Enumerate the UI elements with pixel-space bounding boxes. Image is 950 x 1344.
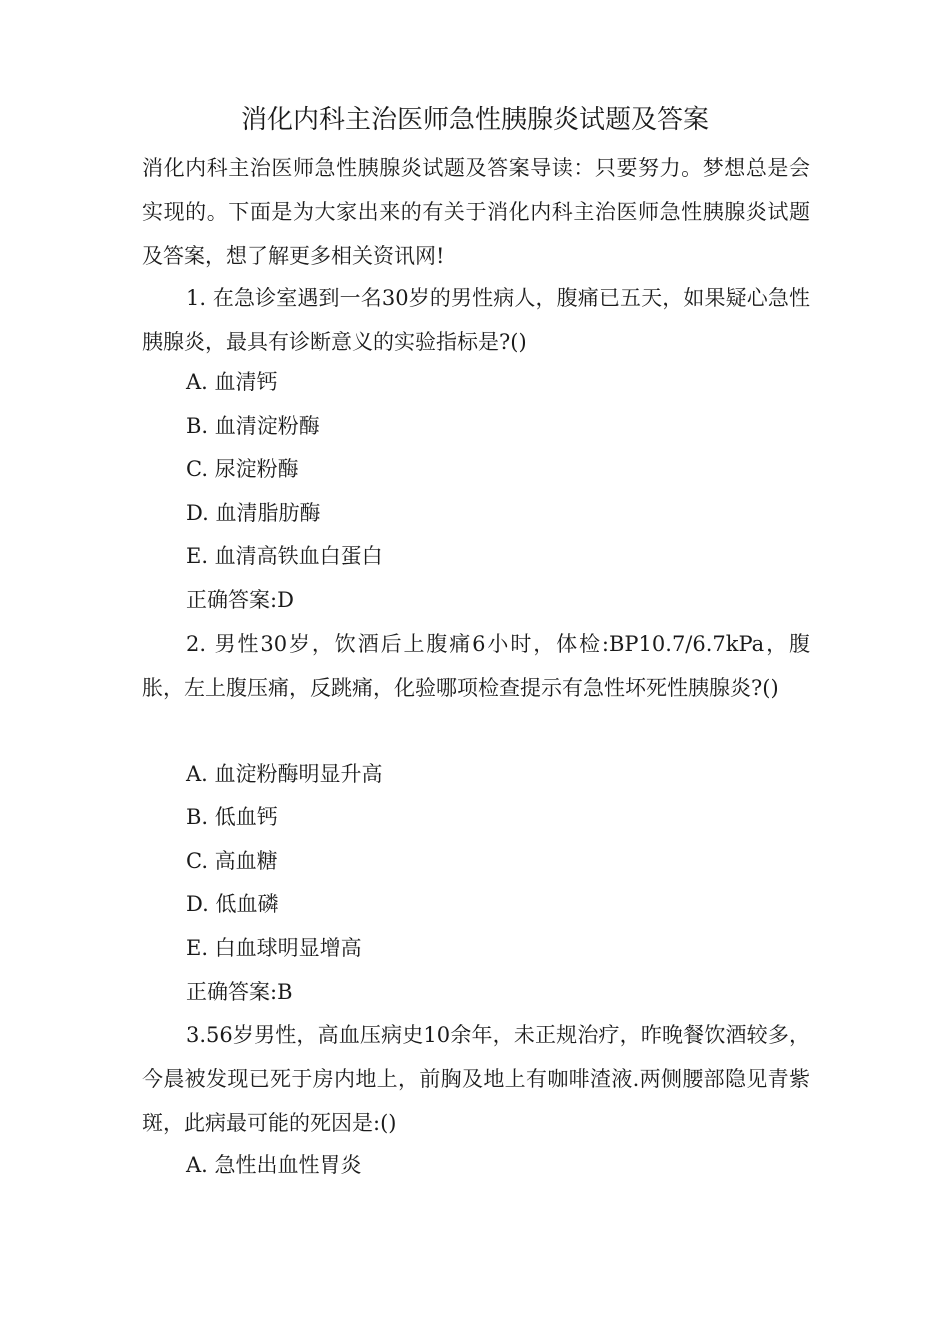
question-1-option-a: A. 血清钙 (186, 370, 278, 394)
question-1-answer: 正确答案:D (186, 588, 294, 612)
intro-paragraph: 消化内科主治医师急性胰腺炎试题及答案导读：只要努力。梦想总是会实现的。下面是为大家出来的有关于消化内科主治医师急性胰腺炎试题及答案，想了解更多相关资讯网! (142, 156, 810, 268)
question-3-option-a: A. 急性出血性胃炎 (186, 1153, 362, 1177)
document-title: 消化内科主治医师急性胰腺炎试题及答案 (240, 105, 709, 135)
question-1-option-b: B. 血清淀粉酶 (186, 414, 320, 438)
question-1-option-e: E. 血清高铁血白蛋白 (186, 544, 383, 568)
question-1-option-c: C. 尿淀粉酶 (186, 457, 299, 481)
question-2-option-d: D. 低血磷 (186, 892, 279, 916)
question-3-stem: 3.56岁男性，高血压病史10余年，未正规治疗，昨晚餐饮酒较多，今晨被发现已死于房内地上，前胸及地上有咖啡渣液.两侧腰部隐见青紫斑，此病最可能的死因是:() (142, 1023, 810, 1135)
question-1-option-d: D. 血清脂肪酶 (186, 501, 321, 525)
question-1-stem: 1. 在急诊室遇到一名30岁的男性病人，腹痛已五天，如果疑心急性胰腺炎，最具有诊断意义的实验指标是?() (142, 286, 810, 354)
question-2-option-e: E. 白血球明显增高 (186, 936, 362, 960)
question-2-answer: 正确答案:B (186, 980, 293, 1004)
question-2-option-b: B. 低血钙 (186, 805, 278, 829)
question-2-stem: 2. 男性30岁，饮酒后上腹痛6小时，体检:BP10.7/6.7kPa，腹胀，左上腹压痛，反跳痛，化验哪项检查提示有急性坏死性胰腺炎?() (142, 632, 810, 700)
question-2-option-c: C. 高血糖 (186, 849, 278, 873)
question-2-option-a: A. 血淀粉酶明显升高 (186, 762, 383, 786)
